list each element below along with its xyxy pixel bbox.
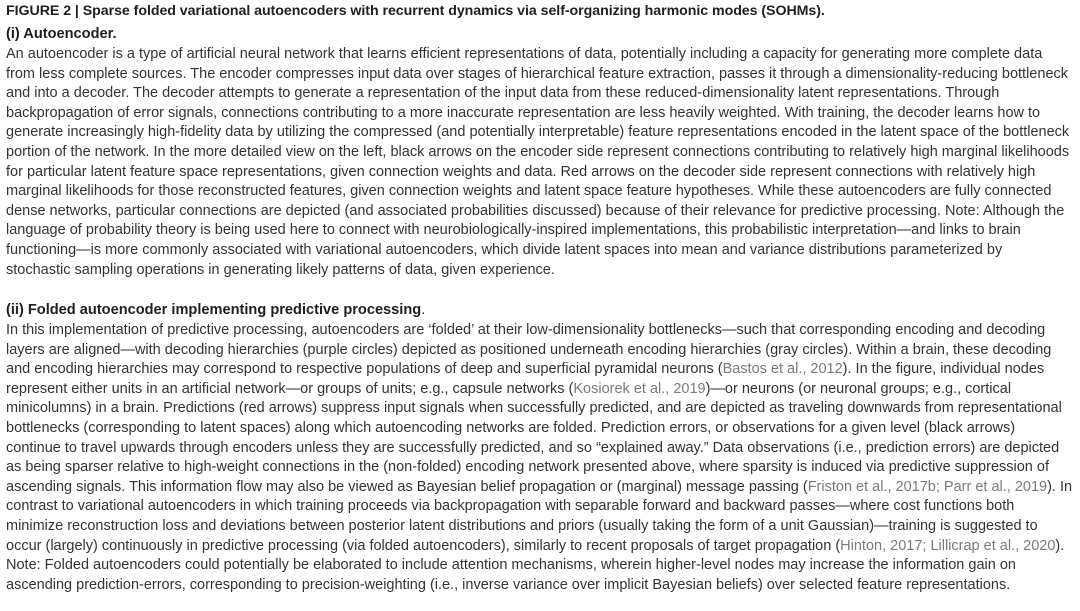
caption-line [6,123,1069,143]
caption-text: as being sparser relative to high-weight connections in the (non-folded) encoding network presented above, where sparsity is induced via predictive suppression of [6,459,1049,476]
caption-line [6,45,1069,65]
caption-text: occur (largely) continuously in predictive processing (via folded autoencoders), similarly to recent proposals of target propagation ( [6,537,841,554]
section-body-folded-autoencoder [6,321,1072,595]
caption-text: functioning—is more commonly associated with variational autoencoders, which divide latent spaces into mean and variance distributions parameterized by [6,241,1003,258]
figure-title: FIGURE 2 | Sparse folded variational autoencoders with recurrent dynamics via self-organizing harmonic modes (SOHMs). [6,3,825,19]
section-heading-text: (i) Autoencoder. [6,26,117,42]
caption-line [6,380,1072,400]
caption-line [6,537,1072,557]
caption-line [6,399,1072,419]
caption-text: ). In [1047,478,1073,495]
caption-text: minicolumns) in a brain. Predictions (red arrows) suppress input signals when successfully predicted, and are depicted as traveling downwards from representational [6,400,1062,417]
caption-text: ). In the figure, individual nodes [842,361,1045,378]
caption-text: )—or neurons (or neuronal groups; e.g., cortical [705,380,1012,397]
caption-text: ascending signals. This information flow may also be viewed as Bayesian belief propagation or (marginal) message passing ( [6,478,808,495]
caption-line [6,143,1069,163]
caption-line [6,458,1072,478]
section-heading-autoencoder [6,26,117,42]
citation-link[interactable]: Hinton, 2017; Lillicrap et al., 2020 [840,537,1056,554]
caption-line [6,202,1069,222]
caption-text: layers are aligned—with decoding hierarchies (purple circles) depicted as positioned underneath encoding hierarchies (gray circles). Within a brain, these decoding [6,341,1052,358]
caption-line [6,497,1072,517]
caption-line [6,360,1072,380]
caption-line [6,419,1072,439]
caption-line [6,163,1069,183]
caption-line [6,321,1072,341]
caption-text: continue to travel upwards through encoders unless they are successfully predicted, and so “explained away.” Data observations (i.e., prediction errors) are depicted [6,439,1060,456]
section-heading-period: . [421,302,426,318]
caption-text: represent either units in an artificial network—or groups of units; e.g., capsule networks ( [6,380,574,397]
caption-line [6,104,1069,124]
caption-line [6,221,1069,241]
caption-text: stochastic sampling operations in generating likely patterns of data, given experience. [6,261,555,278]
caption-line [6,556,1072,576]
section-body-autoencoder [6,45,1069,280]
caption-line [6,241,1069,261]
caption-text: and encoding hierarchies may correspond to respective populations of deep and superficial pyramidal neurons ( [6,361,723,378]
caption-text: An autoencoder is a type of artificial neural network that learns efficient representations of data, potentially including a capacity for generating more complete data [6,46,1043,62]
caption-text: language of probability theory is being used here to connect with neurobiologically-inspired implementations, this probabilistic interpretation—and links to brain [6,222,1021,239]
caption-text: marginal likelihoods for those reconstructed features, given connection weights and latent space feature hypotheses. While these autoencoders are fully connected [6,183,1052,200]
caption-text: and into a decoder. The decoder attempts to generate a representation of the input data from these reduced-dimensionality latent representations. Through [6,85,1000,102]
caption-text: ascending prediction-errors, corresponding to precision-weighting (i.e., inverse variance over implicit Bayesian beliefs) over selected feature representations. [6,576,1011,593]
caption-text: minimize reconstruction loss and deviations between posterior latent distributions and priors (usually taking the form of a unit Gaussian)—training is suggested to [6,517,1038,534]
section-heading-folded-autoencoder [6,302,425,318]
caption-text: In this implementation of predictive processing, autoencoders are ‘folded’ at their low-dimensionality bottlenecks—such that corresponding encoding and decoding [6,322,1046,338]
caption-text: for particular latent feature space representations, given connection weights and data. Red arrows on the decoder side represent connections with relatively high [6,163,1036,180]
caption-text: contrast to variational autoencoders in which training proceeds via backpropagation with separable forward and backward passes—where cost functions both [6,498,1015,515]
citation-link[interactable]: Kosiorek et al., 2019 [573,380,706,397]
caption-line [6,478,1072,498]
caption-line [6,439,1072,459]
caption-text: dense networks, particular connections are depicted (and associated probabilities discussed) because of their relevance for predictive processing. Note: Although the [6,202,1065,219]
caption-text: Note: Folded autoencoders could potentially be elaborated to include attention mechanisms, wherein higher-level nodes may increase the information gain on [6,557,1016,574]
section-heading-text: (ii) Folded autoencoder implementing predictive processing [6,302,422,318]
caption-line [6,84,1069,104]
caption-text: from less complete sources. The encoder compresses input data over stages of hierarchical feature extraction, passes it through a dimensionality-reducing bottleneck [6,65,1069,82]
caption-line [6,341,1072,361]
citation-link[interactable]: Bastos et al., 2012 [722,361,843,378]
caption-text: ). [1055,537,1065,554]
caption-line [6,517,1072,537]
caption-line [6,576,1072,596]
caption-line [6,182,1069,202]
caption-line [6,65,1069,85]
caption-line [6,261,1069,281]
caption-text: generate increasingly high-fidelity data by utilizing the compressed (and potentially interpretable) feature representations encoded in the latent space of the bottleneck [6,124,1070,141]
caption-text: backpropagation of error signals, connections contributing to a more inaccurate representation are less heavily weighted. With training, the decoder learns how to [6,104,1041,121]
caption-text: bottlenecks (corresponding to latent spaces) along which autoencoding networks are folded. Prediction errors, or observations for a given level (black arrows) [6,419,1016,436]
citation-link[interactable]: Friston et al., 2017b; Parr et al., 2019 [807,478,1048,495]
caption-text: portion of the network. In the more detailed view on the left, black arrows on the encoder side represent connections contributing to relatively high marginal likelihoods [6,143,1070,160]
